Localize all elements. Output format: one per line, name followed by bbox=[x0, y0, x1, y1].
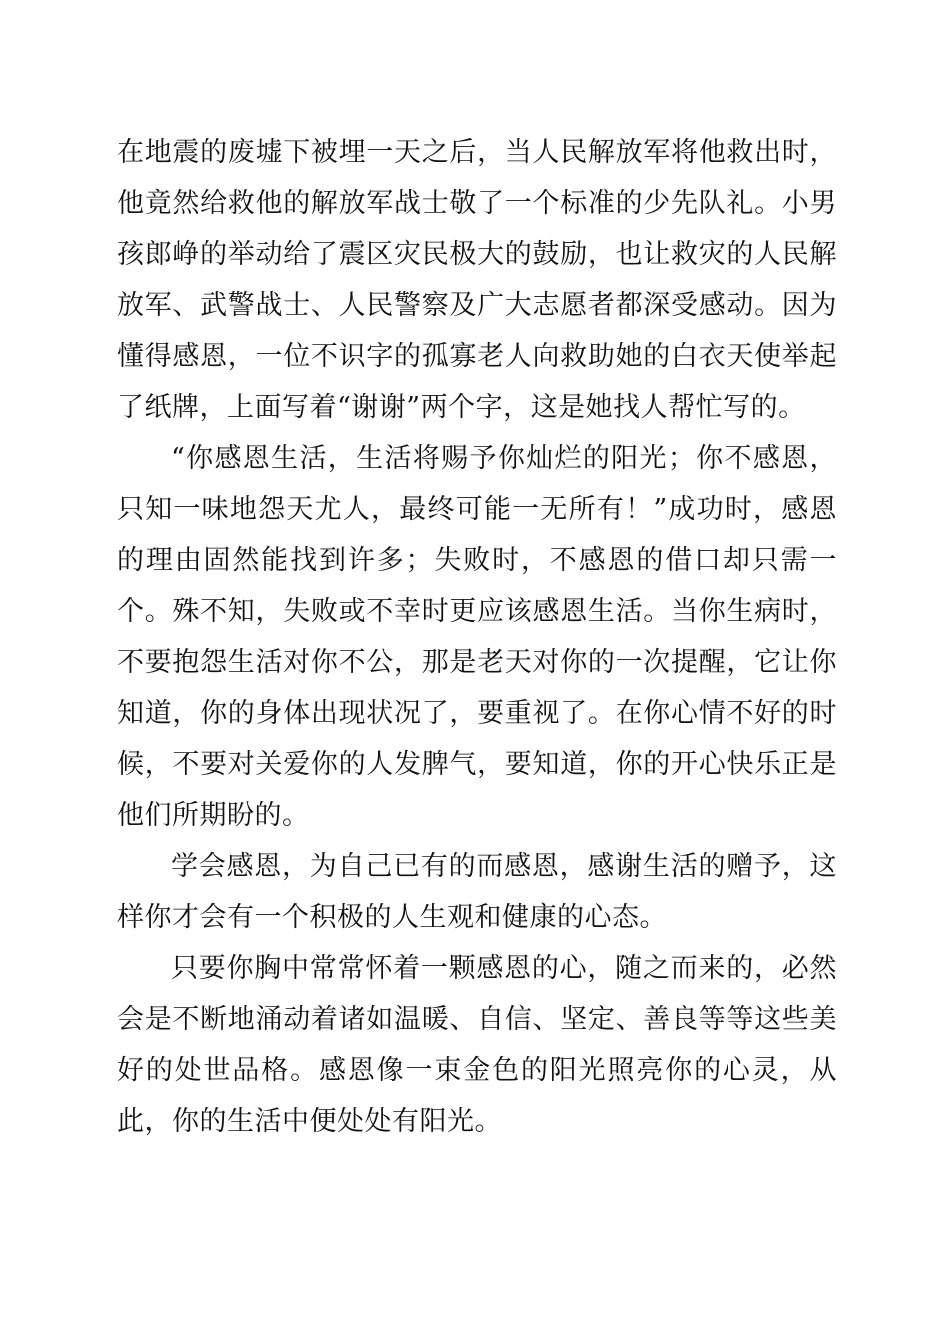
document-body bbox=[117, 127, 837, 1147]
paragraph: 学会感恩，为自己已有的而感恩，感谢生活的赠予，这样你才会有一个积极的人生观和健康的心态。 bbox=[117, 851, 837, 933]
paragraph: “你感恩生活，生活将赐予你灿烂的阳光；你不感恩，只知一味地怨天尤人，最终可能一无所有！”成功时，感恩的理由固然能找到许多；失败时，不感恩的借口却只需一个。殊不知，失败或不幸时更应该感恩生活。当你生病时，不要抱怨生活对你不公，那是老天对你的一次提醒，它让你知道，你的身体出现状况了，要重视了。在你心情不好的时候，不要对关爱你的人发脾气，要知道，你的开心快乐正是他们所期盼的。 bbox=[117, 443, 837, 831]
paragraph-continuation: 在地震的废墟下被埋一天之后，当人民解放军将他救出时，他竟然给救他的解放军战士敬了一个标准的少先队礼。小男孩郎峥的举动给了震区灾民极大的鼓励，也让救灾的人民解放军、武警战士、人民警察及广大志愿者都深受感动。因为懂得感恩，一位不识字的孤寡老人向救助她的白衣天使举起了纸牌，上面写着“谢谢”两个字，这是她找人帮忙写的。 bbox=[117, 137, 837, 423]
paragraph: 只要你胸中常常怀着一颗感恩的心，随之而来的，必然会是不断地涌动着诸如温暖、自信、坚定、善良等等这些美好的处世品格。感恩像一束金色的阳光照亮你的心灵，从此，你的生活中便处处有阳光。 bbox=[117, 953, 837, 1137]
